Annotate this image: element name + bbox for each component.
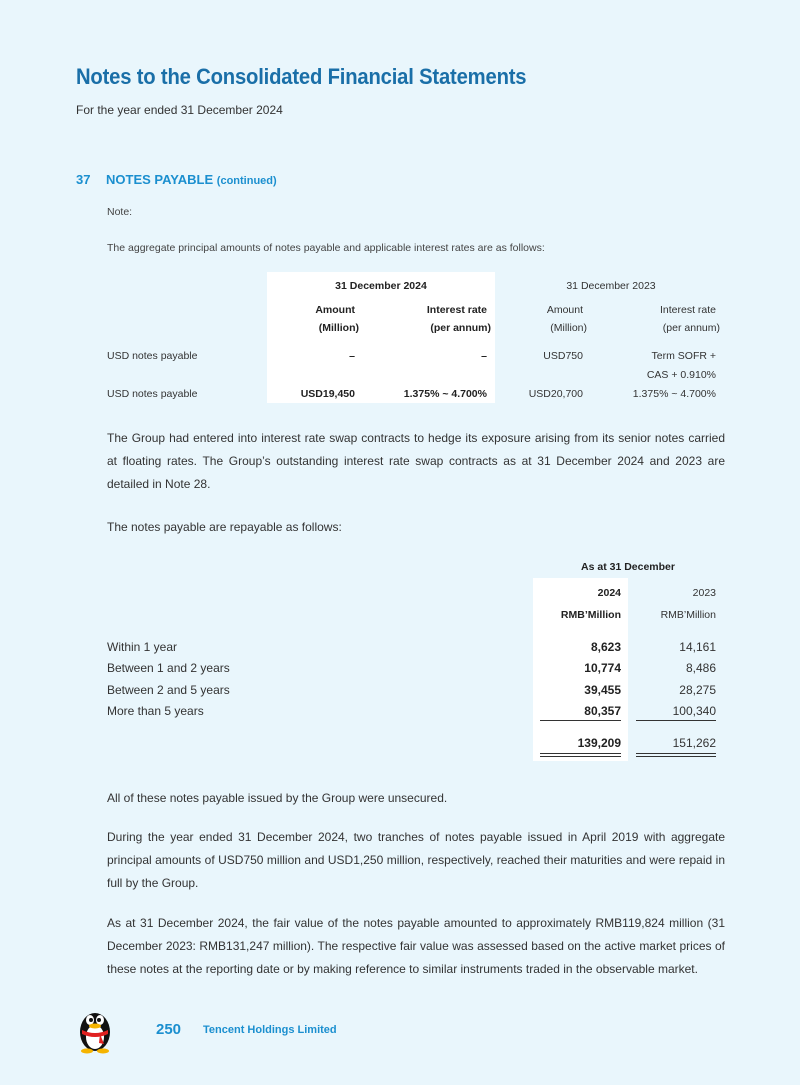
unsecured-paragraph: All of these notes payable issued by the Group were unsecured.: [107, 791, 448, 805]
page-title: Notes to the Consolidated Financial Statements: [76, 64, 527, 89]
company-name: Tencent Holdings Limited: [203, 1024, 337, 1036]
repay-row-2023: 14,161: [679, 640, 716, 654]
repay-row-2023: 100,340: [672, 704, 716, 718]
rates-header-2023: 31 December 2023: [566, 280, 656, 292]
rates-row-rate-2023: Term SOFR +: [651, 350, 716, 362]
repay-total-2024: 139,209: [577, 736, 621, 750]
tranches-paragraph: During the year ended 31 December 2024, two tranches of notes payable issued in April 2019 with aggregate principal amounts of USD750 million and USD1,250 million, respectively, reached their maturities and were repaid in full by the Group.: [107, 830, 725, 890]
rates-col-rate-2024: Interest rate: [426, 304, 487, 316]
repay-row-label: Between 1 and 2 years: [107, 661, 230, 675]
repay-group-header: As at 31 December: [581, 561, 675, 573]
repay-row-2024: 10,774: [584, 661, 621, 675]
repay-unit-2024: RMB’Million: [560, 609, 621, 621]
repay-total-2023: 151,262: [672, 736, 716, 750]
rates-col-amount-2023: Amount: [546, 304, 583, 316]
rates-row-amount-2024: USD19,450: [300, 388, 355, 400]
repay-year-2024: 2024: [597, 587, 621, 599]
total-double-rule-2023: [636, 756, 716, 757]
subtotal-rule-2024: [540, 720, 621, 721]
rates-col-rate-2023: Interest rate: [659, 304, 716, 316]
total-double-rule-2024: [540, 756, 621, 757]
repay-row-2024: 39,455: [584, 683, 621, 697]
repay-year-2023: 2023: [692, 587, 716, 599]
fair-value-paragraph: As at 31 December 2024, the fair value of the notes payable amounted to approximately RMB119,824 million (31 December 2023: RMB131,247 million). The respective fair value was assessed based on the active market prices of these notes at the reporting date or by making reference to similar instruments traded in the observable market.: [107, 916, 725, 976]
rates-col-unit-2023: (Million): [550, 322, 587, 334]
rates-row-label: USD notes payable: [107, 350, 198, 362]
rates-header-2024: 31 December 2024: [335, 280, 427, 292]
repay-row-label: More than 5 years: [107, 704, 204, 718]
rates-row-amount-2024: –: [349, 350, 355, 362]
total-rule-2024: [540, 753, 621, 754]
rates-row-rate-2023: 1.375% ~ 4.700%: [632, 388, 716, 400]
section-heading: [76, 172, 277, 187]
page-number: 250: [156, 1021, 182, 1038]
rates-col-amount-2024: Amount: [315, 304, 355, 316]
section-number: 37: [76, 172, 91, 187]
subtotal-rule-2023: [636, 720, 716, 721]
total-rule-2023: [636, 753, 716, 754]
repay-intro: The notes payable are repayable as follows:: [107, 520, 342, 534]
penguin-logo-icon: [74, 1006, 116, 1054]
rates-col-perannum-2024: (per annum): [430, 322, 491, 334]
rates-row-rate-2024: 1.375% ~ 4.700%: [403, 388, 487, 400]
rates-col-perannum-2023: (per annum): [662, 322, 720, 334]
repay-row-label: Between 2 and 5 years: [107, 683, 230, 697]
rates-col-unit-2024: (Million): [318, 322, 359, 334]
section-suffix: (continued): [216, 175, 277, 187]
repay-row-label: Within 1 year: [107, 640, 178, 654]
repay-row-2024: 80,357: [584, 704, 621, 718]
repay-unit-2023: RMB’Million: [660, 609, 716, 621]
rates-row-amount-2023: USD20,700: [528, 388, 583, 400]
rates-row-rate-2024: –: [481, 350, 487, 362]
repay-row-2024: 8,623: [590, 640, 621, 654]
rates-row-rate-2023-cont: CAS + 0.910%: [646, 369, 716, 381]
rates-row-label: USD notes payable: [107, 388, 198, 400]
repay-row-2023: 28,275: [679, 683, 716, 697]
note-label: Note:: [107, 206, 133, 218]
swap-paragraph: The Group had entered into interest rate swap contracts to hedge its exposure arising from its senior notes carried at floating rates. The Group’s outstanding interest rate swap contracts as at 31 December 2024 and 2023 are detailed in Note 28.: [107, 431, 725, 491]
page-subtitle: For the year ended 31 December 2024: [76, 103, 283, 117]
section-title: NOTES PAYABLE: [106, 172, 214, 187]
repay-row-2023: 8,486: [685, 661, 716, 675]
rates-intro: The aggregate principal amounts of notes payable and applicable interest rates are as follows:: [107, 242, 545, 254]
rates-row-amount-2023: USD750: [543, 350, 583, 362]
